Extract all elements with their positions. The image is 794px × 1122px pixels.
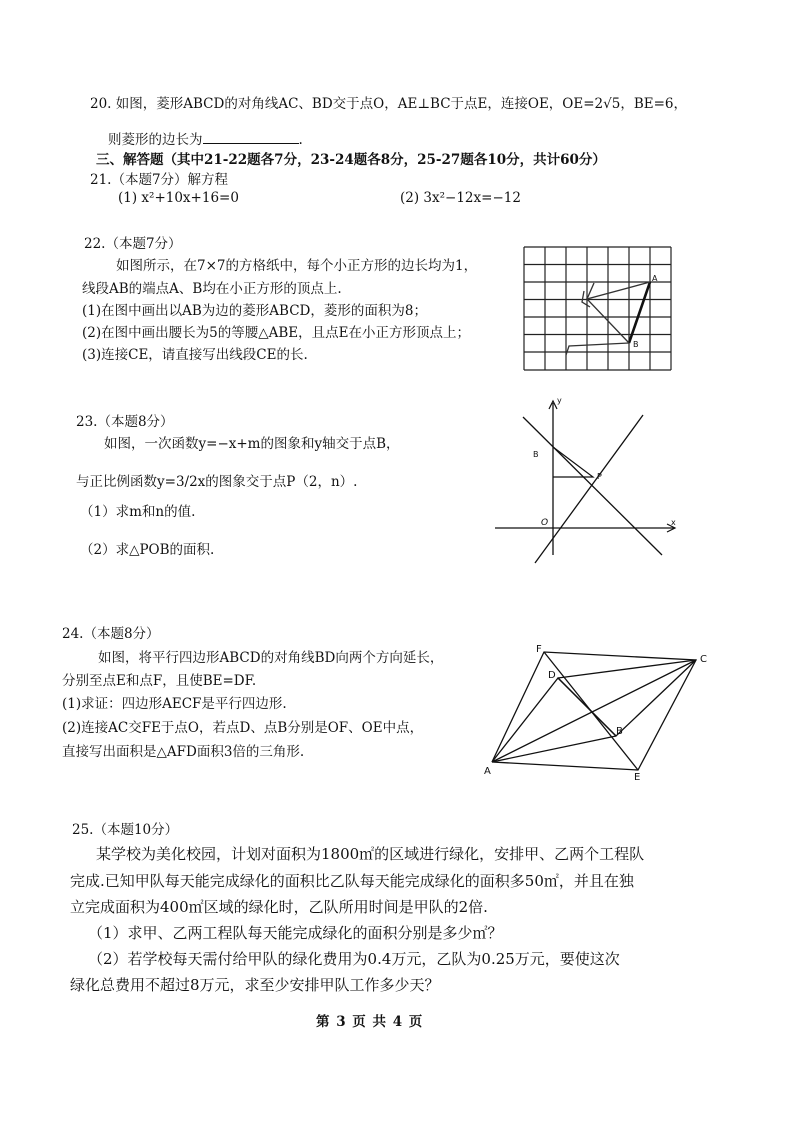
- q25-para2: 完成.已知甲队每天能完成绿化的面积比乙队每天能完成绿化的面积多50㎡，并且在独: [70, 872, 634, 890]
- q25-item1: （1）求甲、乙两工程队每天能完成绿化的面积分别是多少㎡？: [88, 924, 503, 942]
- q20-line2: [108, 128, 303, 148]
- grid-lines: [524, 247, 671, 370]
- q21-title: 21.（本题7分）解方程: [90, 172, 229, 188]
- q23-graph-figure: [485, 395, 685, 565]
- q22-label-a: A: [652, 274, 658, 283]
- pencil-triangle: [553, 447, 593, 477]
- q22-grid-figure: [524, 247, 674, 371]
- line-y-neg-x-plus-m: [523, 417, 662, 555]
- q23-title: 23.（本题8分）: [76, 414, 174, 430]
- q23-label-b: B: [533, 450, 539, 459]
- page-footer: 第 3 页 共 4 页: [316, 1014, 424, 1030]
- section-3-title: 三、解答题（其中21-22题各7分，23-24题各8分，25-27题各10分，共计60分）: [96, 152, 606, 168]
- q22-item3: (3)连接CE，请直接写出线段CE的长.: [82, 347, 308, 363]
- q24-label-b: B: [616, 726, 623, 737]
- figure-lines: [492, 652, 696, 770]
- q24-label-c: C: [700, 654, 707, 665]
- q24-line2: 分别至点E和点F，且使BE=DF.: [62, 673, 257, 689]
- q22-item1: (1)在图中画出以AB为边的菱形ABCD，菱形的面积为8；: [82, 303, 427, 319]
- q20-answer-blank[interactable]: [203, 131, 299, 144]
- q20-prompt: 则菱形的边长为: [108, 132, 203, 148]
- q22-line1: 如图所示，在7×7的方格纸中，每个小正方形的边长均为1，: [116, 258, 478, 274]
- q21-eq1: (1) x²+10x+16=0: [118, 190, 239, 206]
- q25-para1: 某学校为美化校园，计划对面积为1800㎡的区域进行绿化，安排甲、乙两个工程队: [96, 845, 645, 863]
- q24-item3: 直接写出面积是△AFD面积3倍的三角形.: [62, 744, 305, 760]
- q23-label-y: y: [557, 396, 562, 405]
- q23-label-p: P: [597, 472, 602, 481]
- q24-line1: 如图，将平行四边形ABCD的对角线BD向两个方向延长，: [98, 650, 444, 666]
- q24-parallelogram-figure: [478, 640, 718, 783]
- q24-label-e: E: [634, 772, 641, 783]
- q20-end: .: [298, 132, 303, 148]
- q23-line2: 与正比例函数y=3/2x的图象交于点P（2，n）.: [76, 474, 358, 490]
- line-y-3-2-x: [535, 415, 643, 563]
- q22-label-b: B: [633, 340, 639, 349]
- q23-label-x: x: [671, 518, 676, 527]
- q20-line1: 20. 如图，菱形ABCD的对角线AC、BD交于点O，AE⊥BC于点E，连接OE，OE=2√5，BE=6，: [90, 96, 687, 112]
- q24-item1: (1)求证：四边形AECF是平行四边形.: [62, 696, 287, 712]
- q24-title: 24.（本题8分）: [62, 626, 160, 642]
- q23-item2: （2）求△POB的面积.: [80, 542, 215, 558]
- q25-item2a: （2）若学校每天需付给甲队的绿化费用为0.4万元，乙队为0.25万元，要使这次: [88, 950, 620, 968]
- q24-item2: (2)连接AC交FE于点O，若点D、点B分别是OF、OE中点，: [62, 720, 424, 736]
- q25-para3: 立完成面积为400㎡区域的绿化时，乙队所用时间是甲队的2倍.: [70, 898, 488, 916]
- q22-item2: (2)在图中画出腰长为5的等腰△ABE，且点E在小正方形顶点上；: [82, 325, 470, 341]
- q24-label-f: F: [536, 644, 542, 655]
- q24-label-d: D: [548, 670, 556, 681]
- q23-label-o: O: [541, 518, 549, 528]
- q22-line2: 线段AB的端点A、B均在小正方形的顶点上.: [82, 281, 342, 297]
- q22-title: 22.（本题7分）: [84, 236, 182, 252]
- q25-title: 25.（本题10分）: [72, 822, 179, 838]
- q23-item1: （1）求m和n的值.: [80, 504, 196, 520]
- q23-line1: 如图，一次函数y=−x+m的图象和y轴交于点B，: [104, 436, 400, 452]
- q21-eq2: (2) 3x²−12x=−12: [400, 190, 521, 206]
- q25-item2b: 绿化总费用不超过8万元，求至少安排甲队工作多少天？: [70, 976, 440, 994]
- segment-ab: [629, 282, 650, 343]
- q24-label-a: A: [484, 766, 491, 777]
